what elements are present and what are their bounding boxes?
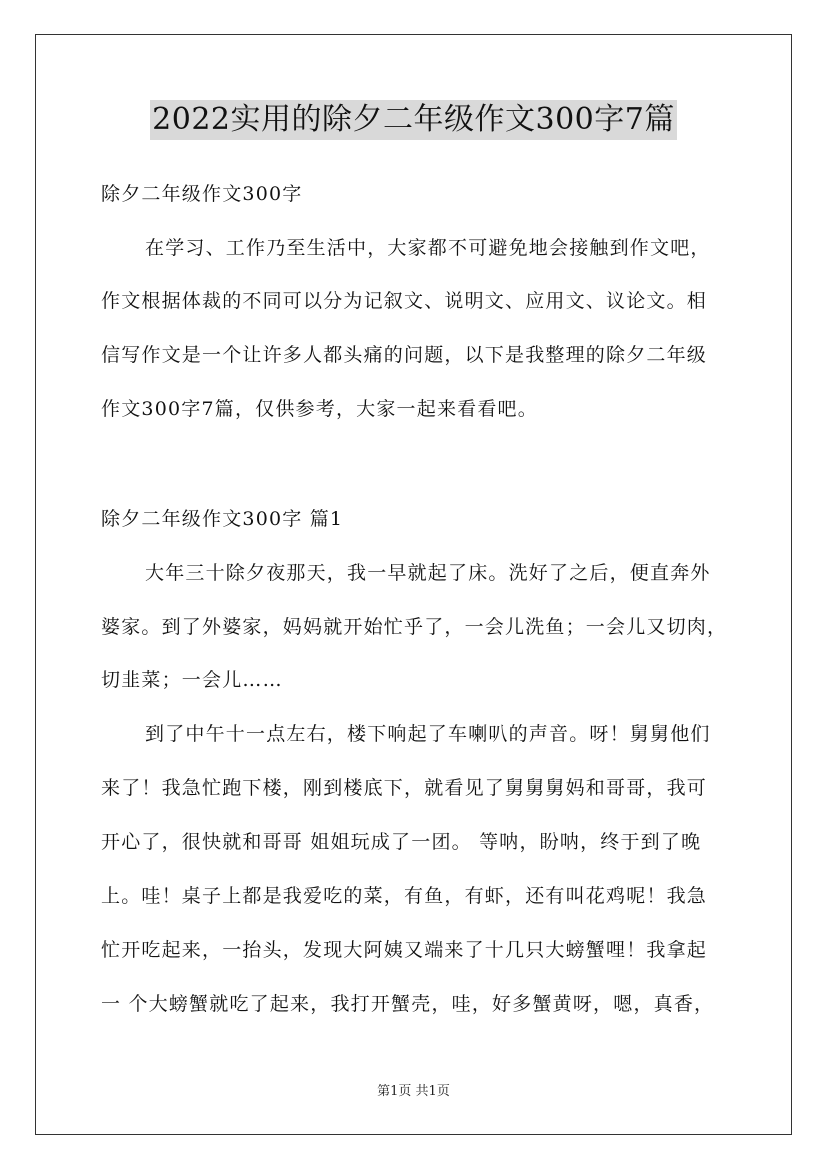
paragraph-line: 作文根据体裁的不同可以分为记叙文、说明文、应用文、议论文。相 (101, 290, 708, 312)
title-container (0, 100, 827, 140)
paragraph-line: 信写作文是一个让许多人都头痛的问题，以下是我整理的除夕二年级 (101, 344, 708, 366)
section-heading: 除夕二年级作文300字 篇1 (101, 508, 344, 530)
paragraph-line: 切韭菜；一会儿…… (101, 669, 283, 691)
paragraph-line: 婆家。到了外婆家，妈妈就开始忙乎了，一会儿洗鱼；一会儿又切肉， (101, 616, 728, 638)
paragraph-line: 来了！我急忙跑下楼，刚到楼底下，就看见了舅舅舅妈和哥哥，我可 (101, 777, 708, 799)
page-footer: 第1页 共1页 (377, 1084, 450, 1099)
section-heading: 除夕二年级作文300字 (101, 183, 303, 205)
paragraph-line: 忙开吃起来，一抬头，发现大阿姨又端来了十几只大螃蟹哩！我拿起 (101, 939, 708, 961)
paragraph-line: 到了中午十一点左右，楼下响起了车喇叭的声音。呀！舅舅他们 (145, 723, 711, 745)
paragraph-line: 在学习、工作乃至生活中，大家都不可避免地会接触到作文吧， (145, 237, 711, 259)
document-title: 2022实用的除夕二年级作文300字7篇 (150, 100, 677, 140)
paragraph-line: 一 个大螃蟹就吃了起来，我打开蟹壳，哇，好多蟹黄呀，嗯，真香， (101, 993, 715, 1015)
paragraph-line: 作文300字7篇，仅供参考，大家一起来看看吧。 (101, 398, 538, 420)
paragraph-line: 上。哇！桌子上都是我爱吃的菜，有鱼，有虾，还有叫花鸡呢！我急 (101, 885, 708, 907)
paragraph-line: 大年三十除夕夜那天，我一早就起了床。洗好了之后，便直奔外 (145, 562, 711, 584)
paragraph-line: 开心了，很快就和哥哥 姐姐玩成了一团。 等呐，盼呐，终于到了晚 (101, 831, 702, 853)
